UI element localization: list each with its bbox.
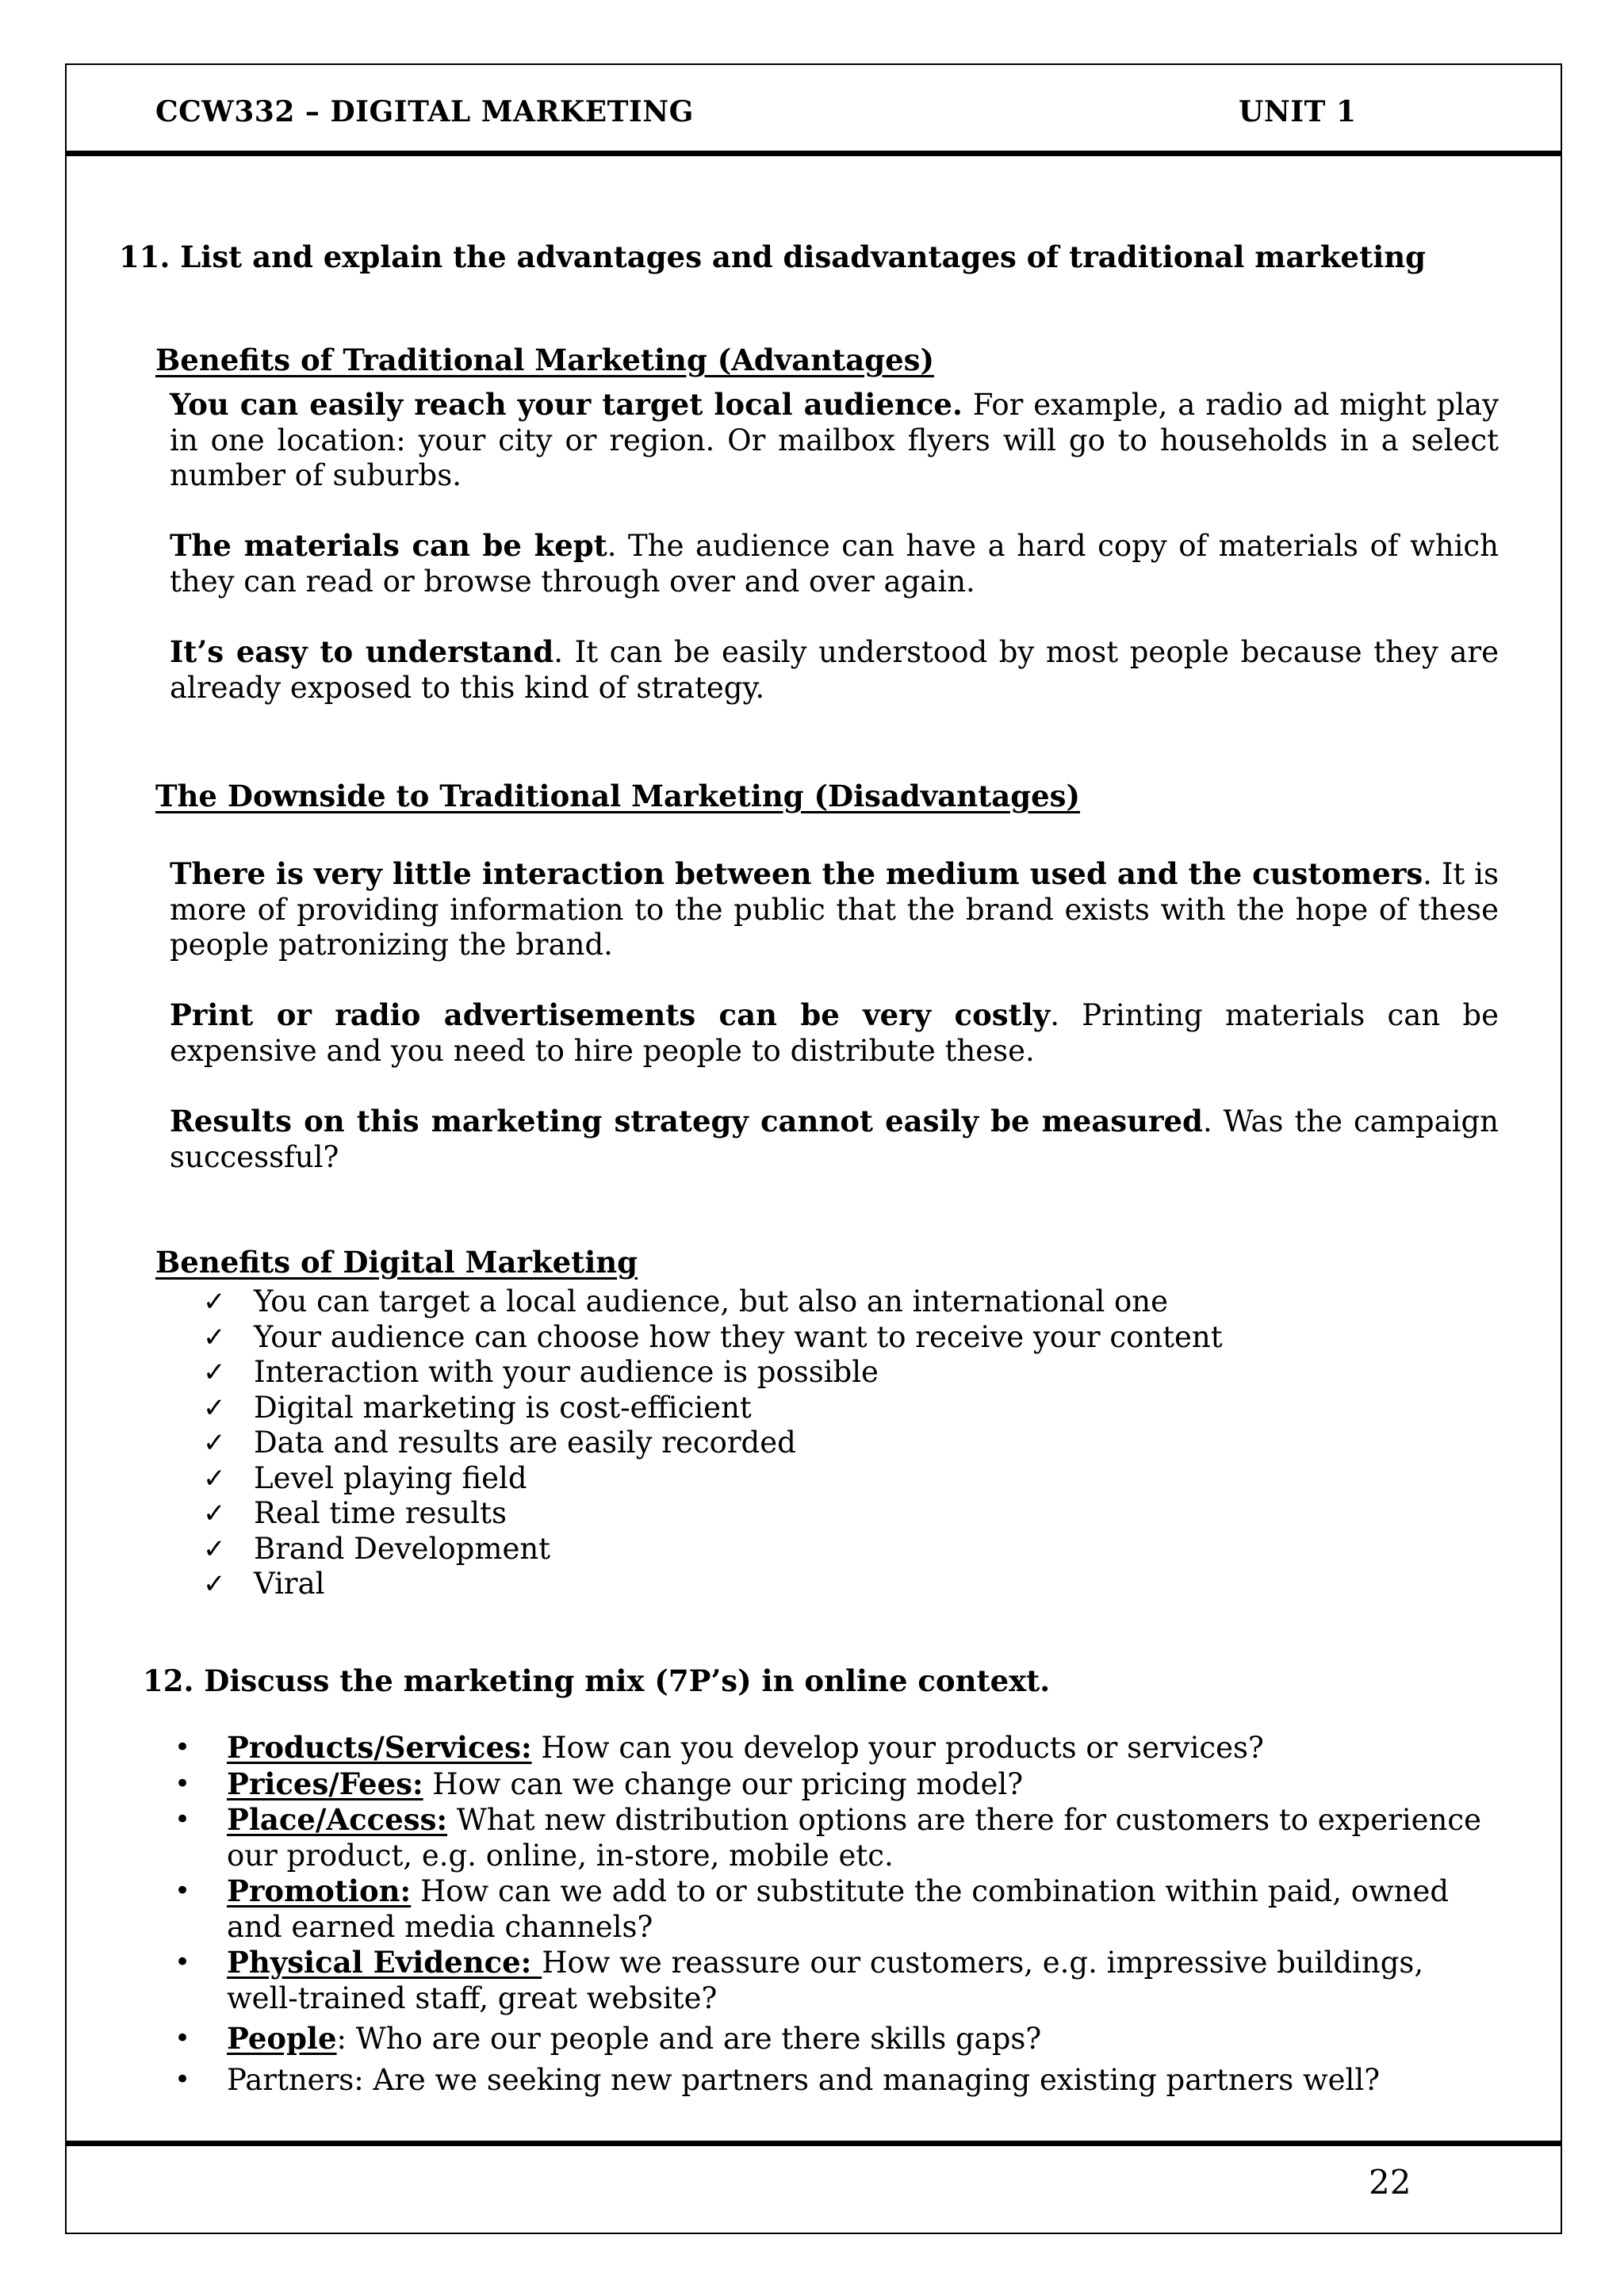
mix-text: How can you develop your products or services? [531,1731,1264,1765]
disadvantage-lead: Print or radio advertisements can be very costly [170,997,1051,1032]
mix-term: Promotion: [227,1873,412,1908]
footer-rule [65,2141,1562,2146]
page-number: 22 [1369,2163,1411,2202]
advantage-lead: It’s easy to understand [170,634,554,669]
advantage-lead: The materials can be kept [170,528,607,563]
bullet-icon: • [174,1732,191,1763]
disadvantage-text: . Printing materials can be expensive and you need to hire people to distribute these. [170,998,1499,1068]
mix-term: People [227,2021,337,2056]
digital-benefits-heading: Benefits of Digital Marketing [155,1245,638,1280]
bullet-icon: • [174,2022,191,2054]
check-icon: ✓ [203,1286,226,1318]
mix-term: Prices/Fees: [227,1766,423,1801]
header-unit: UNIT 1 [1239,95,1357,128]
mix-term: Products/Services: [227,1730,532,1765]
advantage-paragraph [170,387,1499,494]
mix-term: Place/Access: [227,1802,448,1837]
disadvantage-lead: Results on this marketing strategy cannot easily be measured [170,1104,1203,1138]
header-rule [65,151,1562,156]
mix-text: How can we add to or substitute the combination within paid, owned and earned media channels? [227,1874,1450,1944]
question-11-heading: 11. List and explain the advantages and disadvantages of traditional marketing [119,239,1427,274]
header-title: CCW332 – DIGITAL MARKETING [155,95,694,128]
list-item [167,1730,1499,1766]
mix-text: How we reassure our customers, e.g. impressive buildings, well-trained staff, great website? [227,1946,1424,2015]
advantage-paragraph [170,634,1499,706]
check-icon: ✓ [203,1533,226,1565]
list-item [167,2062,1499,2099]
list-item [167,1766,1499,1803]
disadvantage-paragraph [170,856,1499,963]
list-item [167,1945,1499,2016]
mix-text: What new distribution options are there for customers to experience our product, e.g. online, in-store, mobile etc. [227,1803,1482,1873]
mix-text: Partners: Are we seeking new partners and managing existing partners well? [227,2062,1381,2097]
advantage-text: . It can be easily understood by most people because they are already exposed to this kind of strategy. [170,635,1499,705]
question-12-heading: 12. Discuss the marketing mix (7P’s) in online context. [143,1663,1051,1698]
mix-text: : Who are our people and are there skills gaps? [336,2022,1042,2056]
disadvantages-heading: The Downside to Traditional Marketing (Disadvantages) [155,779,1080,813]
mix-term: Physical Evidence: [227,1945,542,1980]
check-icon: ✓ [203,1568,226,1600]
advantage-text: For example, a radio ad might play in one location: your city or region. Or mailbox flyers will go to households in a select number of suburbs. [170,388,1499,492]
check-icon: ✓ [203,1462,226,1494]
disadvantage-text: . Was the campaign successful? [170,1104,1499,1174]
advantage-paragraph [170,528,1499,599]
mix-text: How can we change our pricing model? [423,1766,1024,1801]
bullet-icon: • [174,1767,191,1800]
disadvantage-text: . It is more of providing information to the public that the brand exists with the hope of these people patronizing the brand. [170,857,1500,962]
check-icon: ✓ [203,1321,226,1353]
bullet-icon: • [174,1946,191,1978]
check-icon: ✓ [203,1357,226,1388]
disadvantage-paragraph [170,997,1499,1069]
disadvantage-paragraph [170,1104,1499,1175]
disadvantage-lead: There is very little interaction between the medium used and the customers [170,856,1423,891]
list-item [167,2021,1499,2057]
check-icon: ✓ [203,1427,226,1459]
list-item [167,1873,1499,1945]
bullet-icon: • [174,2063,191,2095]
bullet-icon: • [174,1875,191,1907]
advantage-lead: You can easily reach your target local audience. [170,387,963,422]
advantages-heading: Benefits of Traditional Marketing (Advantages) [155,342,934,377]
list-item [167,1802,1499,1873]
bullet-icon: • [174,1804,191,1835]
check-icon: ✓ [203,1498,226,1529]
marketing-mix-list [167,1730,1499,2098]
check-icon: ✓ [203,1391,226,1424]
advantage-text: . The audience can have a hard copy of materials of which they can read or browse through over and over again. [170,529,1499,599]
